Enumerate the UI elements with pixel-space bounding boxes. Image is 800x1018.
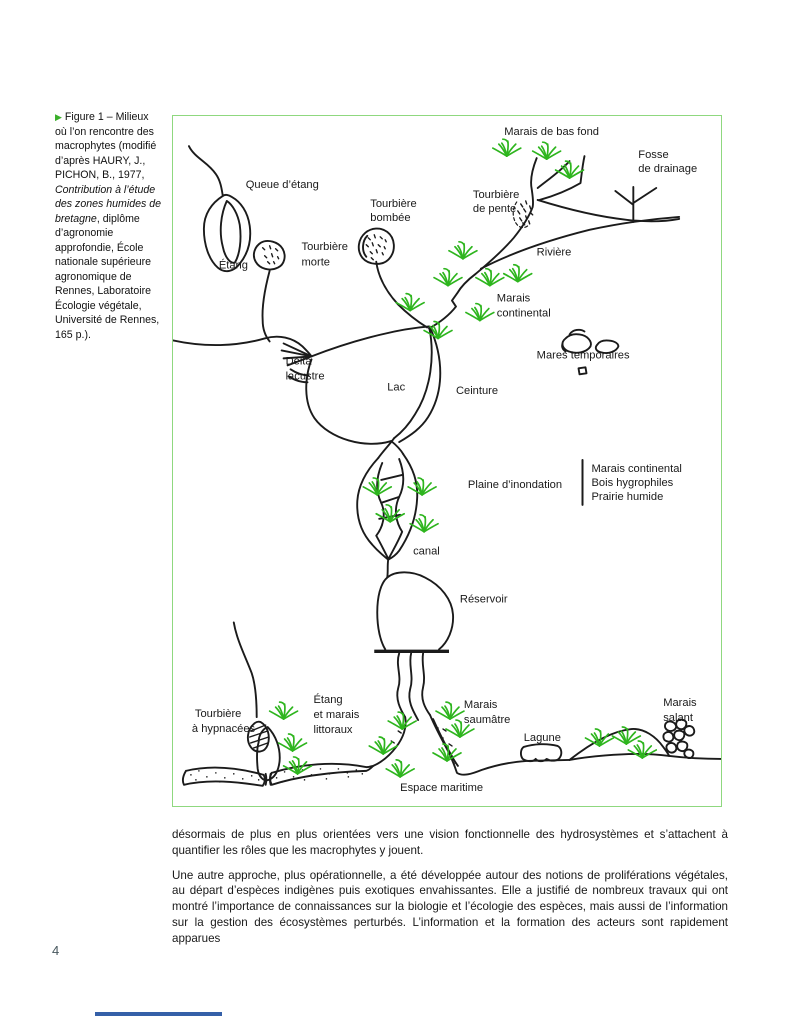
label-legend-1: Marais continental xyxy=(591,462,682,475)
label-riviere: Rivière xyxy=(536,246,572,259)
grass-tuft-icon xyxy=(270,702,298,719)
grass-tuft-icon xyxy=(388,712,416,729)
grass-tuft-icon xyxy=(449,242,477,259)
grass-tuft-icon xyxy=(628,741,656,758)
figure-panel xyxy=(172,115,722,807)
grass-tuft-icon xyxy=(386,760,414,777)
label-tourbiere-pente-2: de pente xyxy=(472,202,517,215)
grass-tuft-icon xyxy=(504,265,532,282)
grass-tuft-icon xyxy=(466,304,494,321)
paragraph: Une autre approche, plus opérationnelle, a été développée autour des notions de proliférations végétales, au départ d’espèces indigènes puis exotiques envahissantes. Elle a justifié de nombreux travaux qui ont montré l’importance de connaissances sur la biologie et l’écologie des espèces, mais aussi de l’information sur la gestion des écosystèmes perturbés. L’information et la formation des acteurs sont rapidement apparues xyxy=(172,868,728,945)
label-etang-littoraux-3: littoraux xyxy=(313,724,353,737)
caption-text: Figure 1 – Milieux où l’on rencontre des macrophytes (modifié d’après HAURY, J., PICHON, B., 1977, xyxy=(55,111,157,181)
paragraph: désormais de plus en plus orientées vers une vision fonctionnelle des hydrosystèmes et s’attachent à quantifier les rôles que les macrophytes y jouent. xyxy=(172,828,728,857)
label-delta-2: lacustre xyxy=(285,370,325,383)
label-marais-salant-2: salant xyxy=(663,712,693,725)
grass-tuft-icon xyxy=(279,734,307,751)
label-marais-salant-1: Marais xyxy=(663,697,697,710)
label-espace-maritime: Espace maritime xyxy=(400,781,484,794)
label-tourbiere-bombee-1: Tourbière xyxy=(370,197,417,210)
label-marais-saumatre-1: Marais xyxy=(463,699,498,712)
label-tourbiere-bombee-2: bombée xyxy=(370,211,411,224)
label-etang-littoraux-2: et marais xyxy=(313,709,360,722)
label-mares-temporaires: Mares temporaires xyxy=(536,349,630,362)
grass-tuft-icon xyxy=(434,269,462,286)
caption-text-end: , diplôme d’agronomie approfondie, École nationale supérieure agronomique de Rennes, Laboratoire Écologie végétale, Université de Rennes, 165 p.). xyxy=(55,212,160,341)
grass-tuft-icon xyxy=(493,139,521,156)
wetlands-diagram xyxy=(173,116,721,806)
grass-tuft-icon xyxy=(408,478,436,495)
label-tourbiere-hypnacees-1: Tourbière xyxy=(194,708,242,721)
diagram-labels xyxy=(192,126,697,794)
grass-tuft-icon xyxy=(424,322,452,339)
label-tourbiere-hypnacees-2: à hypnacées xyxy=(191,723,256,736)
label-marais-bas-fond: Marais de bas fond xyxy=(504,126,599,139)
label-canal: canal xyxy=(413,545,440,558)
page-number: 4 xyxy=(52,943,60,958)
label-etang: Étang xyxy=(218,259,248,272)
label-legend-3: Prairie humide xyxy=(591,490,664,503)
label-lac: Lac xyxy=(387,381,406,394)
label-tourbiere-pente-1: Tourbière xyxy=(472,188,520,201)
label-legend-2: Bois hygrophiles xyxy=(591,476,674,489)
grass-tufts xyxy=(270,139,657,777)
label-plaine-inondation: Plaine d’inondation xyxy=(467,478,563,491)
label-fosse-1: Fosse xyxy=(638,149,669,162)
label-marais-continental-2: continental xyxy=(496,307,551,320)
label-ceinture: Ceinture xyxy=(455,385,499,398)
grass-tuft-icon xyxy=(533,142,561,159)
body-text xyxy=(172,827,728,955)
label-lagune: Lagune xyxy=(523,731,561,744)
grass-tuft-icon xyxy=(436,702,464,719)
grass-tuft-icon xyxy=(433,744,461,761)
bottom-edge-line xyxy=(95,1012,222,1016)
label-etang-littoraux-1: Étang xyxy=(313,694,343,707)
label-marais-continental-1: Marais xyxy=(496,292,531,305)
label-marais-saumatre-2: saumâtre xyxy=(463,714,511,727)
caption-italic-title: Contribution à l’étude des zones humides de bretagne xyxy=(55,183,162,225)
label-tourbiere-morte-2: morte xyxy=(301,256,331,269)
label-queue-etang: Queue d’étang xyxy=(245,178,319,191)
label-fosse-2: de drainage xyxy=(638,163,698,176)
label-delta-1: Delta xyxy=(285,355,312,368)
grass-tuft-icon xyxy=(585,729,613,746)
label-reservoir: Réservoir xyxy=(459,593,508,606)
figure-marker-icon: ▶ xyxy=(55,112,62,122)
label-tourbiere-morte-1: Tourbière xyxy=(301,240,348,253)
figure-caption xyxy=(55,110,162,342)
